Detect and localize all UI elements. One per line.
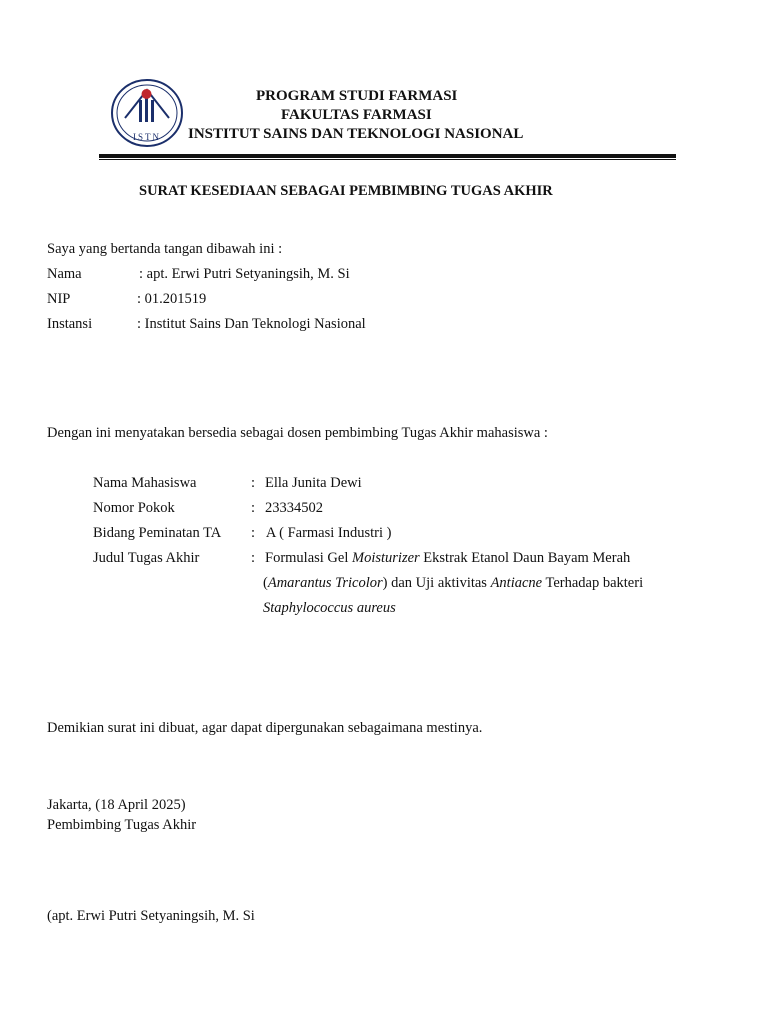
- student-judul-label: Judul Tugas Akhir: [93, 550, 200, 566]
- judul-l2e: Terhadap bakteri: [542, 575, 644, 591]
- signer-instansi-label: Instansi: [47, 316, 93, 332]
- header-faculty: FAKULTAS FARMASI: [281, 107, 432, 123]
- signer-nip-value: : 01.201519: [137, 291, 207, 307]
- judul-l3: Staphylococcus aureus: [263, 600, 396, 616]
- student-name-colon: :: [251, 475, 256, 491]
- judul-l1a: Formulasi Gel: [265, 550, 352, 566]
- judul-l1c: Ekstrak Etanol Daun Bayam Merah: [419, 550, 631, 566]
- logo-lettering: ISTN: [133, 132, 161, 142]
- student-bidang-value: A ( Farmasi Industri ): [263, 525, 392, 541]
- student-pokok-label: Nomor Pokok: [93, 500, 175, 516]
- student-bidang-colon: :: [251, 525, 256, 541]
- judul-line-1: [265, 550, 630, 567]
- statement-text: Dengan ini menyatakan bersedia sebagai dosen pembimbing Tugas Akhir mahasiswa :: [47, 425, 548, 441]
- judul-l2c: ) dan Uji aktivitas: [382, 575, 491, 591]
- student-pokok-value: 23334502: [265, 500, 323, 516]
- student-pokok-colon: :: [251, 500, 256, 516]
- place-date: Jakarta, (18 April 2025): [47, 797, 186, 813]
- student-bidang-label: Bidang Peminatan TA: [93, 525, 222, 541]
- judul-l2b: Amarantus Tricolor: [267, 575, 383, 591]
- judul-l1b: Moisturizer: [352, 550, 420, 566]
- signer-name-value: : apt. Erwi Putri Setyaningsih, M. Si: [139, 266, 350, 282]
- header-program: PROGRAM STUDI FARMASI: [256, 88, 458, 104]
- header-rule-thin: [99, 159, 676, 160]
- judul-line-2: [263, 575, 643, 592]
- judul-l2a: (: [263, 575, 268, 591]
- intro-text: Saya yang bertanda tangan dibawah ini :: [47, 241, 283, 257]
- signer-name-label: Nama: [47, 266, 82, 282]
- istn-logo: [110, 78, 184, 148]
- signature-name: (apt. Erwi Putri Setyaningsih, M. Si: [47, 908, 255, 924]
- student-name-label: Nama Mahasiswa: [93, 475, 197, 491]
- judul-line-3: [263, 600, 396, 617]
- header-institute: INSTITUT SAINS DAN TEKNOLOGI NASIONAL: [188, 126, 524, 142]
- signer-role: Pembimbing Tugas Akhir: [47, 817, 197, 833]
- judul-l2d: Antiacne: [490, 575, 543, 591]
- signer-nip-label: NIP: [47, 291, 71, 307]
- student-judul-colon: :: [251, 550, 256, 566]
- signer-instansi-value: : Institut Sains Dan Teknologi Nasional: [137, 316, 366, 332]
- header-rule-thick: [99, 154, 676, 158]
- closing-text: Demikian surat ini dibuat, agar dapat dipergunakan sebagaimana mestinya.: [47, 720, 483, 736]
- student-name-value: Ella Junita Dewi: [265, 475, 362, 491]
- letter-title: SURAT KESEDIAAN SEBAGAI PEMBIMBING TUGAS AKHIR: [139, 183, 553, 199]
